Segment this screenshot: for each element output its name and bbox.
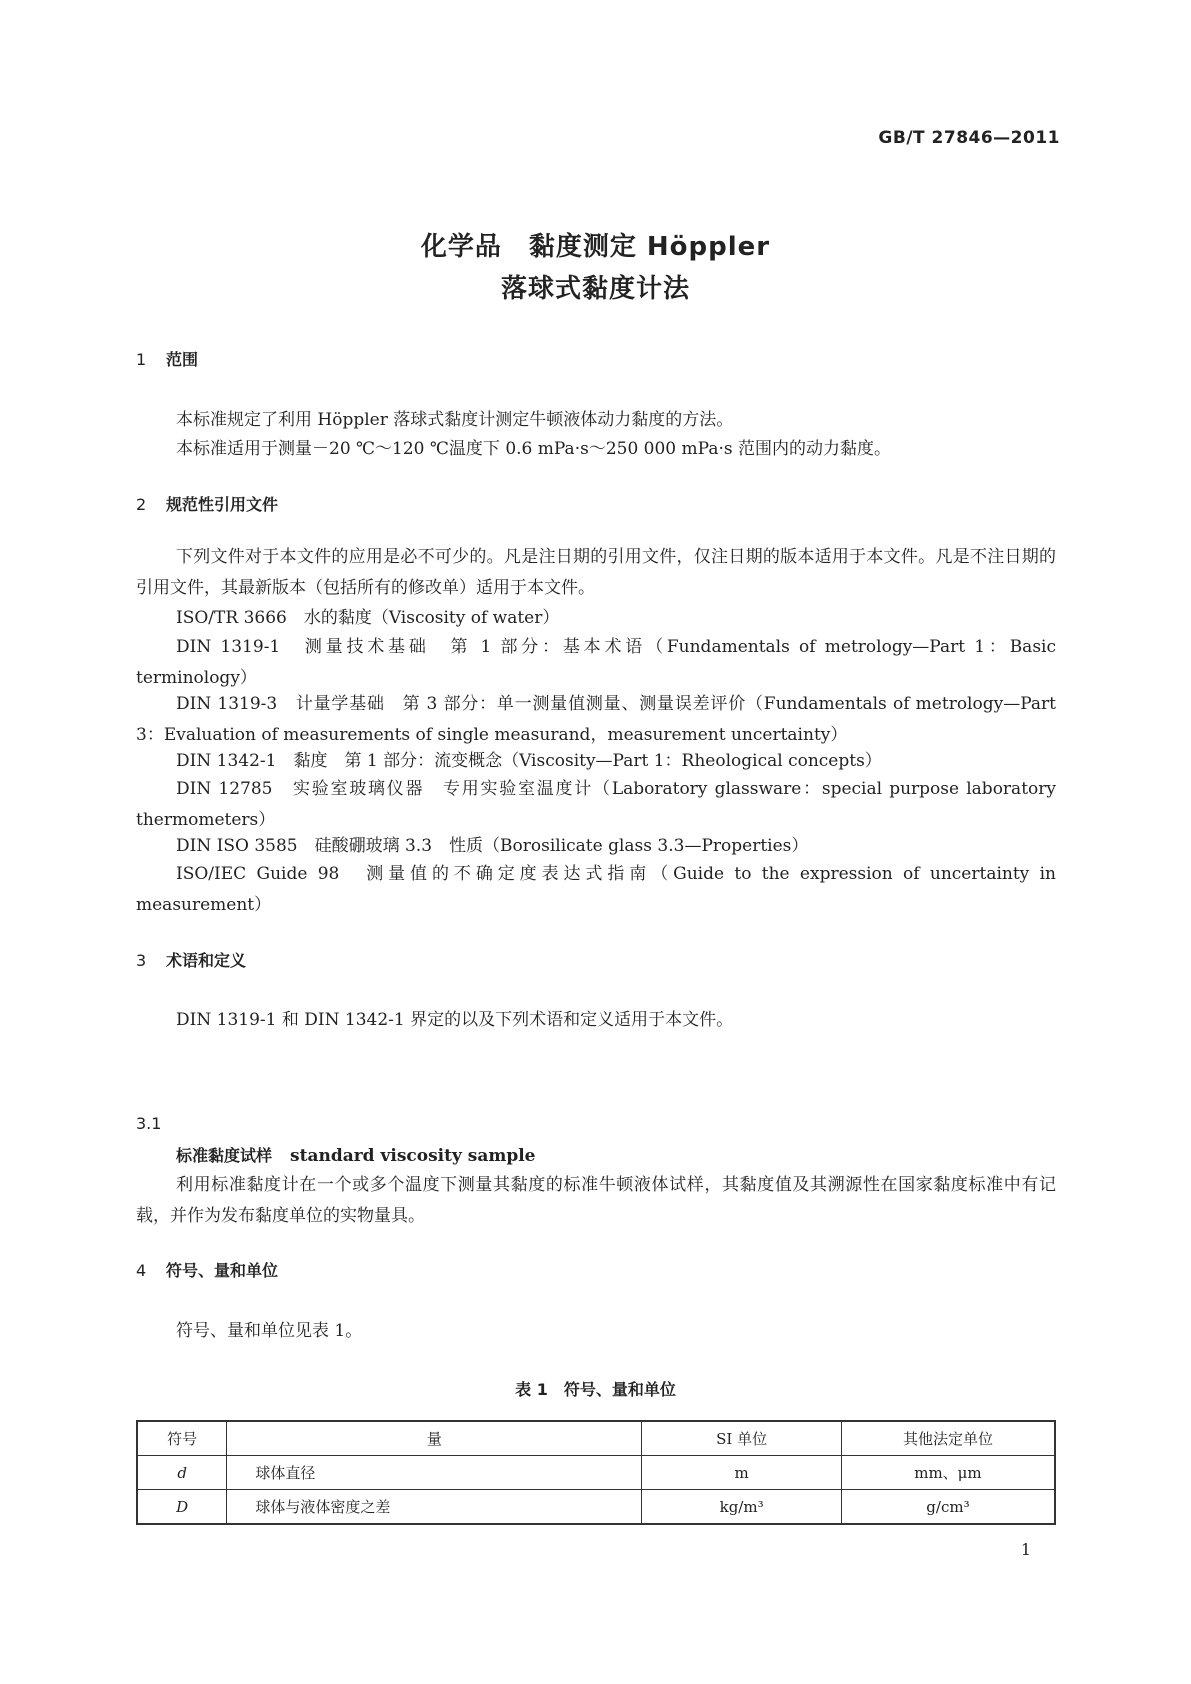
term-name-zh: 标准黏度试样 [176,1146,273,1165]
section-1-heading [136,347,198,370]
column-header: 量 [227,1421,642,1456]
page-number: 1 [1020,1540,1031,1559]
section-title: 范围 [166,350,199,369]
sec1-paragraph-1: 本标准规定了利用 Höppler 落球式黏度计测定牛顿液体动力黏度的方法。 [176,410,734,430]
table-row [137,1490,1055,1525]
table-row [137,1456,1055,1490]
section-number: 4 [136,1261,147,1280]
term-name [176,1143,536,1166]
reference-item: DIN 1319-3 计量学基础 第 3 部分：单一测量值测量、测量误差评价（Fundamentals of metrology—Part 3：Evaluation of measurements of single measurand，measurement uncertainty） [136,694,1056,745]
reference-item: ISO/TR 3666 水的黏度（Viscosity of water） [176,608,560,628]
symbol-cell: d [137,1456,227,1490]
sec4-intro: 符号、量和单位见表 1。 [176,1321,363,1341]
reference-item: DIN ISO 3585 硅酸硼玻璃 3.3 性质（Borosilicate glass 3.3—Properties） [176,836,809,856]
column-header: 其他法定单位 [841,1421,1055,1456]
title-line-1: 化学品 黏度测定 Höppler [420,232,771,262]
document-title [0,226,1191,310]
reference-item: DIN 1342-1 黏度 第 1 部分：流变概念（Viscosity—Part 1：Rheological concepts） [176,751,882,771]
term-definition: 利用标准黏度计在一个或多个温度下测量其黏度的标准牛顿液体试样，其黏度值及其溯源性在国家黏度标准中有记载，并作为发布黏度单位的实物量具。 [136,1175,1056,1226]
reference-item: ISO/IEC Guide 98 测量值的不确定度表达式指南（Guide to the expression of uncertainty in measurement） [136,864,1056,915]
term-number: 3.1 [136,1114,162,1133]
section-3-heading [136,948,246,971]
section-number: 1 [136,350,147,369]
title-line-2: 落球式黏度计法 [500,274,690,304]
standard-code: GB/T 27846—2011 [878,128,1060,148]
section-title: 符号、量和单位 [166,1261,279,1280]
reference-item: DIN 12785 实验室玻璃仪器 专用实验室温度计（Laboratory glassware：special purpose laboratory thermometers） [136,779,1056,830]
symbol-cell: D [137,1490,227,1525]
other-unit-cell: mm、μm [841,1456,1055,1490]
reference-item: DIN 1319-1 测量技术基础 第 1 部分：基本术语（Fundamentals of metrology—Part 1：Basic terminology） [136,637,1056,688]
column-header: SI 单位 [642,1421,842,1456]
section-title: 规范性引用文件 [166,495,279,514]
section-number: 2 [136,495,147,514]
symbols-table [136,1420,1056,1525]
table-header-row [137,1421,1055,1456]
term-name-en: standard viscosity sample [290,1146,536,1166]
quantity-cell: 球体直径 [227,1456,642,1490]
quantity-cell: 球体与液体密度之差 [227,1490,642,1525]
sec3-intro: DIN 1319-1 和 DIN 1342-1 界定的以及下列术语和定义适用于本文件。 [176,1010,734,1030]
column-header: 符号 [137,1421,227,1456]
sec2-intro: 下列文件对于本文件的应用是必不可少的。凡是注日期的引用文件，仅注日期的版本适用于本文件。凡是不注日期的引用文件，其最新版本（包括所有的修改单）适用于本文件。 [136,547,1056,598]
section-2-heading [136,492,278,515]
si-unit-cell: kg/m³ [642,1490,842,1525]
section-number: 3 [136,951,147,970]
table-caption: 表 1 符号、量和单位 [515,1380,676,1399]
sec1-paragraph-2: 本标准适用于测量－20 ℃～120 ℃温度下 0.6 mPa·s～250 000 mPa·s 范围内的动力黏度。 [176,439,891,459]
si-unit-cell: m [642,1456,842,1490]
other-unit-cell: g/cm³ [841,1490,1055,1525]
section-4-heading [136,1258,278,1281]
section-title: 术语和定义 [166,951,247,970]
